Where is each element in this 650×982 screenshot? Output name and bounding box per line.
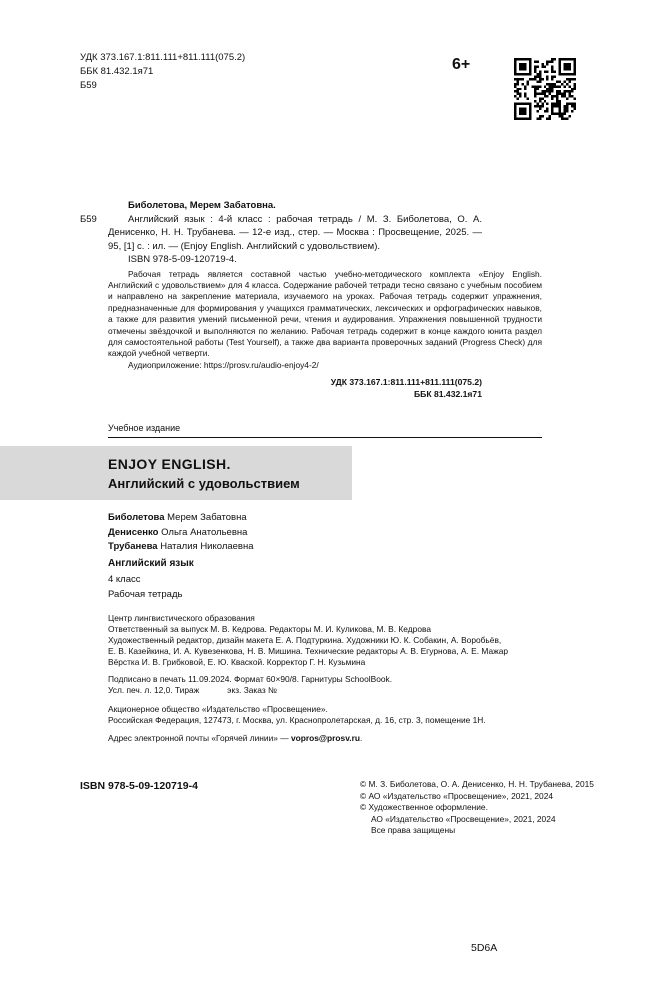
author-sign-code: Б59 <box>80 80 97 91</box>
classification-codes <box>80 51 245 93</box>
record-entry-row <box>80 213 542 254</box>
email-line <box>108 733 578 744</box>
credits-line: Художественный редактор, дизайн макета Е. А. Подтуркина. Художники Ю. К. Собакин, А. Воробьёв, <box>108 634 502 645</box>
author-line <box>108 540 254 555</box>
qr-code <box>514 58 576 120</box>
isbn-bottom: ISBN 978-5-09-120719-4 <box>80 780 198 792</box>
authors-list <box>108 511 254 555</box>
author-surname: Денисенко <box>108 526 159 538</box>
bibliographic-record <box>80 199 542 400</box>
copyright-line: © АО «Издательство «Просвещение», 2021, 2024 <box>360 790 554 801</box>
series-title: ENJOY ENGLISH. <box>108 456 231 472</box>
bbk-code: ББК 81.432.1я71 <box>80 66 154 77</box>
credits-line: Центр лингвистического образования <box>108 613 255 623</box>
publisher-line: Акционерное общество «Издательство «Просвещение». <box>108 703 328 714</box>
publisher-address: Российская Федерация, 127473, г. Москва, ул. Краснопролетарская, д. 16, стр. 3, помещение 1Н. <box>108 714 486 725</box>
credits-line: Е. В. Казейкина, И. А. Кувезенкова, Н. В. Мишина. Технические редакторы А. В. Егурнова, А. Е. Мажар <box>108 645 509 656</box>
subject-grade: 4 класс <box>108 573 141 585</box>
age-rating-badge: 6+ <box>452 56 471 73</box>
record-isbn: ISBN 978-5-09-120719-4. <box>128 254 237 265</box>
author-name: Ольга Анатольевна <box>158 526 248 538</box>
series-subtitle: Английский с удовольствием <box>108 476 300 491</box>
author-name: Наталия Николаевна <box>157 541 254 552</box>
margin-author-sign: Б59 <box>80 213 97 225</box>
print-line: Подписано в печать 11.09.2024. Формат 60×90/8. Гарнитуры SchoolBook. <box>108 674 393 684</box>
credits-line: Вёрстка И. В. Грибковой, Е. Ю. Кваской. Корректор Г. Н. Кузьмина <box>108 656 366 667</box>
copyright-line: © Художественное оформление. <box>360 802 488 813</box>
credits-block <box>108 613 578 668</box>
subject-type: Рабочая тетрадь <box>108 589 183 600</box>
classification-codes-right <box>80 377 542 400</box>
audio-link: Аудиоприложение: https://prosv.ru/audio-enjoy4-2/ <box>128 359 319 370</box>
print-info-block <box>108 674 578 744</box>
bbk-code-right: ББК 81.432.1я71 <box>413 388 482 399</box>
edition-label: Учебное издание <box>108 423 542 438</box>
record-author: Биболетова, Мерем Забатовна. <box>128 200 276 211</box>
email-prefix: Адрес электронной почты «Горячей линии» — <box>108 733 291 744</box>
email-suffix: . <box>359 733 363 744</box>
udk-code: УДК 373.167.1:811.111+811.111(075.2) <box>80 52 246 63</box>
author-name: Мерем Забатовна <box>164 512 247 523</box>
author-surname: Биболетова <box>108 512 165 523</box>
subject-title: Английский язык <box>108 558 194 569</box>
email-address: vopros@prosv.ru <box>290 733 360 744</box>
subject-block <box>108 556 194 603</box>
copyright-block <box>360 779 620 837</box>
author-line <box>108 526 254 541</box>
copyright-line: АО «Издательство «Просвещение», 2021, 2024 <box>371 813 556 824</box>
udk-code-right: УДК 373.167.1:811.111+811.111(075.2) <box>330 377 482 388</box>
record-annotation: Рабочая тетрадь является составной частью учебно-методического комплекта «Enjoy English. Английский с удовольствием» для 4 класса. Содержание рабочей тетради тесно связано с учебным пособием и направлено на закрепление материала, изучаемого на уроках. Рабочая тетрадь содержит упражнения, предназначенные для формирования у учащихся грамматических, лексических и орфографических навыков, а также для развития умений письменной речи, чтения и аудирования. Упражнения повышенной трудности отмечены звёздочкой и выполняются по желанию. Рабочая тетрадь содержит в конце каждого юнита раздел для самостоятельной работы (Test Yourself), а также два варианта проверочных заданий (Progress Check) для каждой учебной четверти. <box>108 268 542 359</box>
record-entry: Английский язык : 4-й класс : рабочая тетрадь / М. З. Биболетова, О. А. Денисенко, Н. Н. Трубанева. — 12-е изд., стер. — Москва : Просвещение, 2025. — 95, [1] с. : ил. — (Enjoy English. Английский с удовольствием). <box>108 213 482 252</box>
series-title-box <box>0 446 352 500</box>
author-line <box>108 511 254 526</box>
copyright-line: Все права защищены <box>371 825 456 836</box>
corner-code: 5D6A <box>471 942 498 954</box>
copyright-line: © М. З. Биболетова, О. А. Денисенко, Н. Н. Трубанева, 2015 <box>360 779 594 789</box>
credits-line: Ответственный за выпуск М. В. Кедрова. Редакторы М. И. Куликова, М. В. Кедрова <box>108 623 431 634</box>
author-surname: Трубанева <box>108 541 158 552</box>
print-line: Усл. печ. л. 12,0. Тираж экз. Заказ № <box>108 685 277 696</box>
